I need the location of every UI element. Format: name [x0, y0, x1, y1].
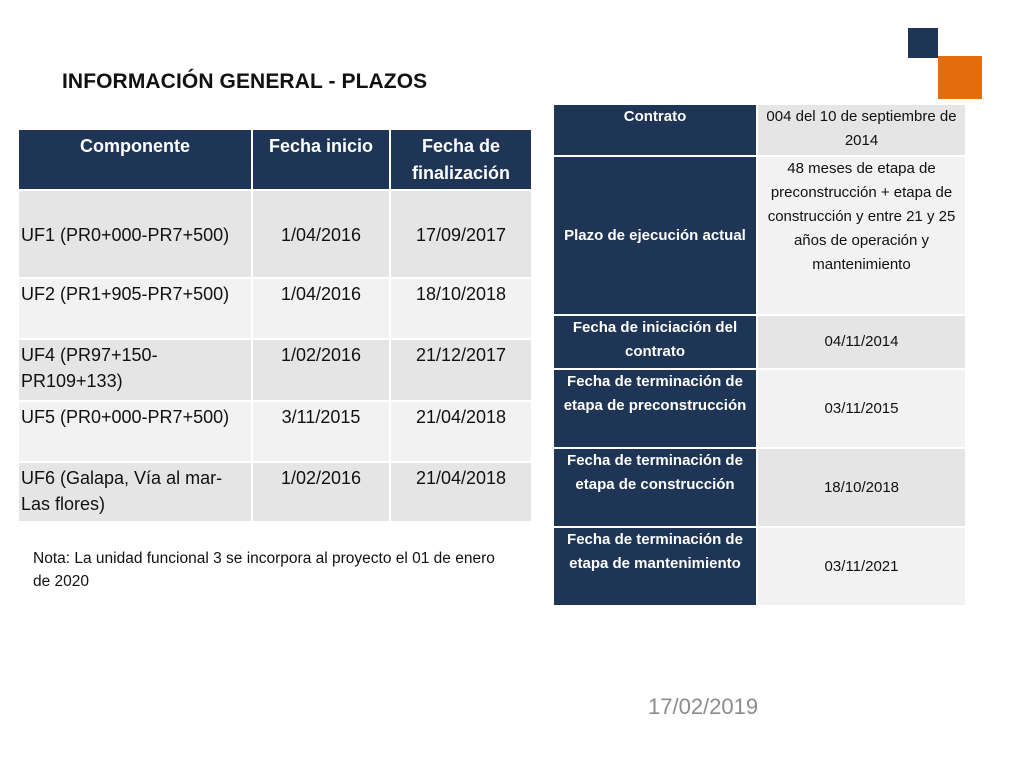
decorative-orange-square: [938, 56, 982, 99]
cell-fecha-finalizacion: 21/12/2017: [391, 340, 531, 400]
row-label-fecha-iniciacion: Fecha de iniciación del contrato: [554, 316, 756, 368]
table-row: [19, 279, 531, 338]
row-value-fin-construccion: 18/10/2018: [758, 449, 965, 526]
table-row: [554, 449, 965, 526]
cell-fecha-finalizacion: 21/04/2018: [391, 402, 531, 461]
row-label-fin-construccion: Fecha de terminación de etapa de construcción: [554, 449, 756, 526]
cell-componente: UF5 (PR0+000-PR7+500): [19, 402, 251, 461]
row-value-contrato: 004 del 10 de septiembre de 2014: [758, 105, 965, 155]
row-value-plazo: 48 meses de etapa de preconstrucción + etapa de construcción y entre 21 y 25 años de operación y mantenimiento: [758, 157, 965, 314]
row-label-fin-mantenimiento: Fecha de terminación de etapa de mantenimiento: [554, 528, 756, 605]
decorative-navy-square: [908, 28, 938, 58]
row-value-fin-mantenimiento: 03/11/2021: [758, 528, 965, 605]
cell-fecha-inicio: 3/11/2015: [253, 402, 389, 461]
cell-componente: UF2 (PR1+905-PR7+500): [19, 279, 251, 338]
footnote: Nota: La unidad funcional 3 se incorpora al proyecto el 01 de enero de 2020: [33, 550, 495, 590]
row-value-fecha-iniciacion: 04/11/2014: [758, 316, 965, 368]
row-label-fin-preconstruccion: Fecha de terminación de etapa de preconstrucción: [554, 370, 756, 447]
contract-info-table: [552, 103, 967, 607]
table-row: [554, 370, 965, 447]
cell-fecha-inicio: 1/02/2016: [253, 463, 389, 521]
table-row: [19, 191, 531, 277]
cell-componente: UF1 (PR0+000-PR7+500): [19, 191, 251, 277]
table-header-row: [19, 130, 531, 189]
cell-fecha-finalizacion: 21/04/2018: [391, 463, 531, 521]
table-row: [554, 157, 965, 314]
table-row: [554, 105, 965, 155]
table-row: [19, 340, 531, 400]
column-header-fecha-inicio: Fecha inicio: [253, 130, 389, 189]
cell-fecha-inicio: 1/02/2016: [253, 340, 389, 400]
table-row: [19, 402, 531, 461]
row-label-contrato: Contrato: [554, 105, 756, 155]
cell-componente: UF4 (PR97+150-PR109+133): [19, 340, 251, 400]
table-row: [554, 528, 965, 605]
cell-componente: UF6 (Galapa, Vía al mar-Las flores): [19, 463, 251, 521]
cell-fecha-inicio: 1/04/2016: [253, 191, 389, 277]
table-row: [554, 316, 965, 368]
cell-fecha-inicio: 1/04/2016: [253, 279, 389, 338]
column-header-componente: Componente: [19, 130, 251, 189]
row-value-fin-preconstruccion: 03/11/2015: [758, 370, 965, 447]
page-title: INFORMACIÓN GENERAL - PLAZOS: [62, 70, 428, 93]
cell-fecha-finalizacion: 18/10/2018: [391, 279, 531, 338]
cell-fecha-finalizacion: 17/09/2017: [391, 191, 531, 277]
column-header-fecha-finalizacion: Fecha de finalización: [391, 130, 531, 189]
table-row: [19, 463, 531, 521]
row-label-plazo: Plazo de ejecución actual: [554, 157, 756, 314]
footer-date: 17/02/2019: [648, 694, 759, 719]
components-table: [17, 128, 533, 523]
